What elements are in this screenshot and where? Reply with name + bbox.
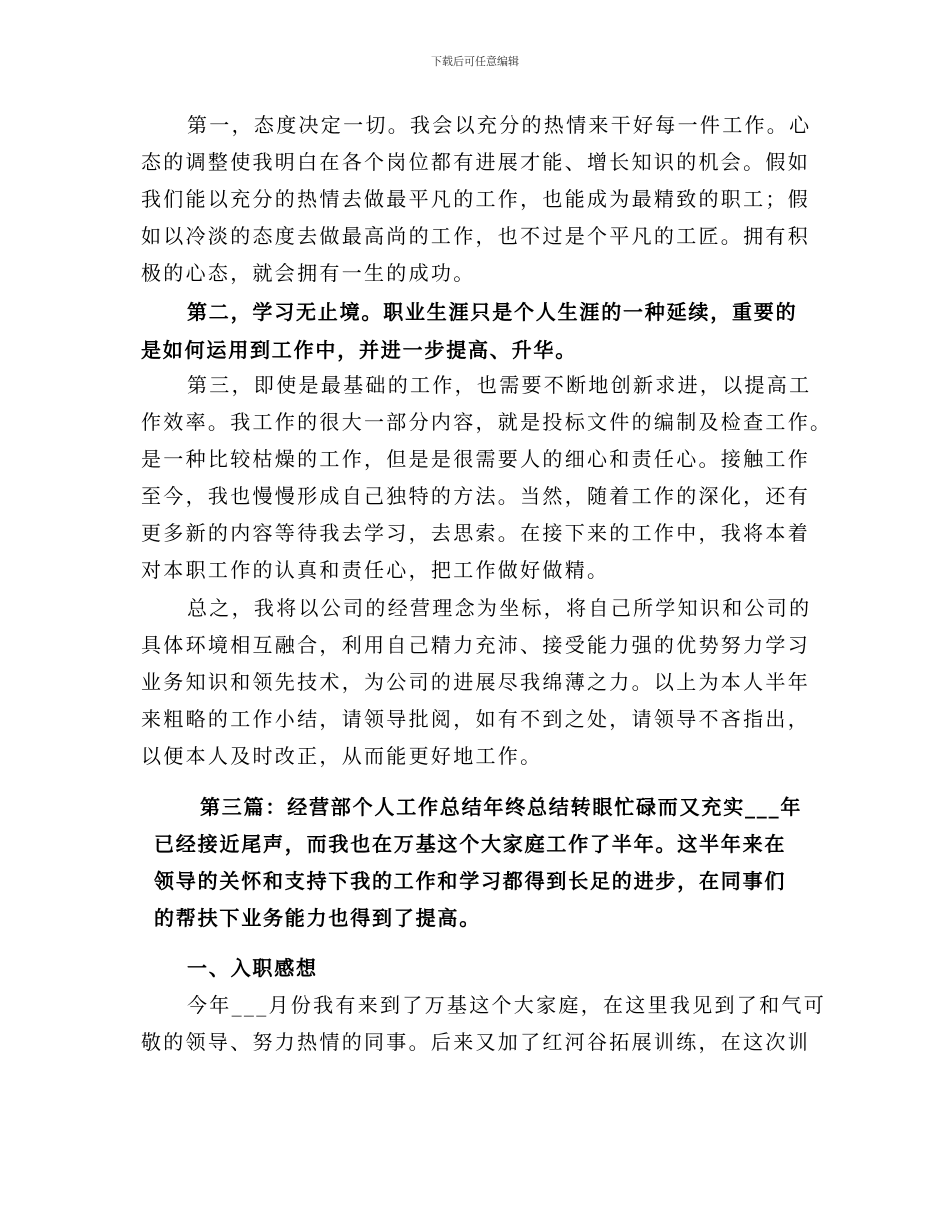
paragraph-line: 第三，即使是最基础的工作，也需要不断地创新求进，以提高工 (187, 373, 812, 397)
paragraph-line: 今年___月份我有来到了万基这个大家庭，在这里我见到了和气可 (187, 993, 826, 1017)
paragraph-line-bold: 第二，学习无止境。职业生涯只是个人生涯的一种延续，重要的 (187, 300, 798, 324)
paragraph-line: 极的心态，就会拥有一生的成功。 (141, 261, 476, 285)
paragraph-line: 以便本人及时改正，从而能更好地工作。 (141, 744, 543, 768)
paragraph-line: 作效率。我工作的很大一部分内容，就是投标文件的编制及检查工作。 (141, 410, 833, 434)
paragraph-line: 态的调整使我明白在各个岗位都有进展才能、增长知识的机会。假如 (141, 150, 810, 174)
paragraph-line: 敬的领导、努力热情的同事。后来又加了红河谷拓展训练，在这次训 (141, 1030, 810, 1054)
paragraph-line: 我们能以充分的热情去做最平凡的工作，也能成为最精致的职工；假 (141, 187, 810, 211)
paragraph-line: 具体环境相互融合，利用自己精力充沛、接受能力强的优势努力学习 (141, 633, 810, 657)
paragraph-line-bold: 是如何运用到工作中，并进一步提高、升华。 (141, 338, 577, 362)
paragraph-line: 如以冷淡的态度去做最高尚的工作，也不过是个平凡的工匠。拥有积 (141, 224, 810, 248)
paragraph-line: 至今，我也慢慢形成自己独特的方法。当然，随着工作的深化，还有 (141, 484, 810, 508)
article-title-line: 领导的关怀和支持下我的工作和学习都得到长足的进步，在同事们 (154, 869, 787, 893)
paragraph-line: 总之，我将以公司的经营理念为坐标，将自己所学知识和公司的 (187, 596, 812, 620)
article-title-line: 第三篇：经营部个人工作总结年终总结转眼忙碌而又充实___年 (200, 795, 803, 819)
article-title-line: 已经接近尾声，而我也在万基这个大家庭工作了半年。这半年来在 (154, 832, 787, 856)
paragraph-line: 对本职工作的认真和责任心，把工作做好做精。 (141, 558, 610, 582)
paragraph-line: 业务知识和领先技术，为公司的进展尽我绵薄之力。以上为本人半年 (141, 670, 810, 694)
paragraph-line: 第一，态度决定一切。我会以充分的热情来干好每一件工作。心 (187, 113, 812, 137)
page-header: 下载后可任意编辑 (431, 55, 519, 68)
paragraph-line: 更多新的内容等待我去学习，去思索。在接下来的工作中，我将本着 (141, 521, 810, 545)
paragraph-line: 来粗略的工作小结，请领导批阅，如有不到之处，请领导不吝指出， (141, 707, 810, 731)
paragraph-line: 是一种比较枯燥的工作，但是是很需要人的细心和责任心。接触工作 (141, 447, 810, 471)
article-title-line: 的帮扶下业务能力也得到了提高。 (154, 906, 481, 930)
section-heading: 一、入职感想 (187, 956, 318, 980)
